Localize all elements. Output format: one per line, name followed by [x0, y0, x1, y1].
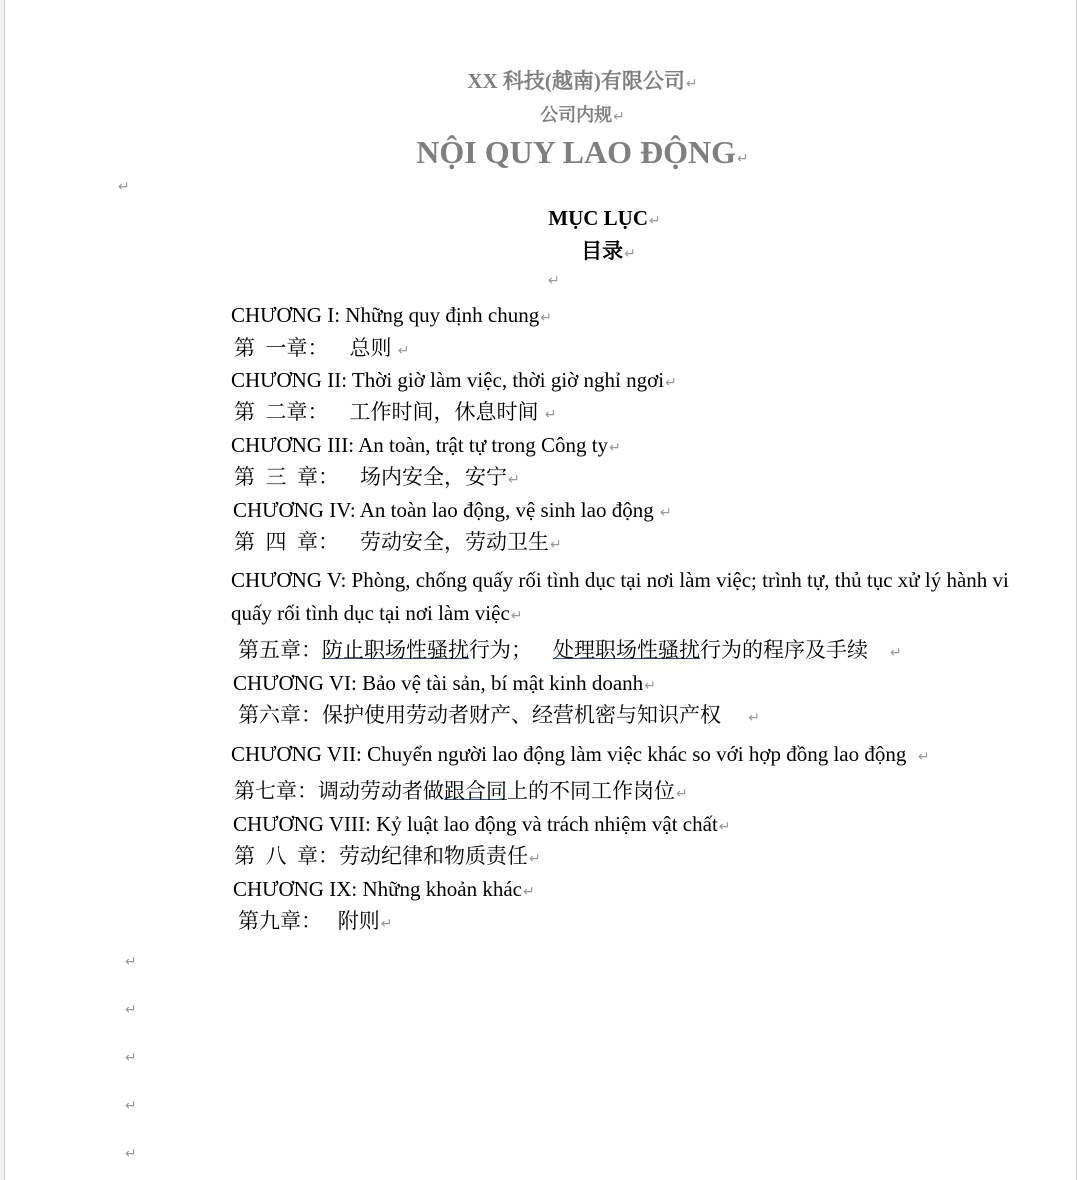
- paragraph-mark: ↵: [890, 645, 902, 661]
- empty-paragraph: [124, 1049, 137, 1067]
- paragraph-mark: ↵: [624, 246, 636, 262]
- toc-entry-9-zh: 第九章： 附则↵: [238, 909, 393, 933]
- paragraph-mark: ↵: [125, 1002, 137, 1018]
- paragraph-mark: ↵: [544, 407, 557, 423]
- paragraph-mark: ↵: [118, 179, 130, 195]
- toc-entry-3-zh: 第 三 章： 场内安全，安宁↵: [234, 465, 520, 489]
- paragraph-mark: ↵: [644, 678, 656, 694]
- empty-paragraph: [547, 272, 560, 290]
- toc-entry-2-vi: CHƯƠNG II: Thời giờ làm việc, thời giờ nghỉ ngơi↵: [231, 368, 677, 392]
- empty-paragraph: [124, 1001, 137, 1019]
- toc-entry-1-zh: 第 一章： 总则 ↵: [234, 336, 410, 360]
- document-page[interactable]: [4, 0, 1077, 1180]
- toc-entry-5-zh: 第五章：防止职场性骚扰行为； 处理职场性骚扰行为的程序及手续 ↵: [238, 638, 902, 662]
- toc-heading-vi: MỤC LỤC↵: [548, 206, 661, 230]
- empty-paragraph: [124, 1145, 137, 1163]
- toc-entry-7-vi: CHƯƠNG VII: Chuyển người lao động làm việc khác so với hợp đồng lao động ↵: [231, 742, 930, 766]
- underlined-term: 防止职场性骚扰: [322, 638, 469, 662]
- paragraph-mark: ↵: [613, 109, 625, 125]
- document-title: NỘI QUY LAO ĐỘNG↵: [416, 134, 749, 170]
- toc-entry-8-vi: CHƯƠNG VIII: Kỷ luật lao động và trách nhiệm vật chất↵: [233, 812, 731, 836]
- toc-entry-2-zh: 第 二章： 工作时间，休息时间 ↵: [234, 400, 557, 424]
- paragraph-mark: ↵: [736, 151, 749, 167]
- toc-entry-7-zh: 第七章：调动劳动者做跟合同上的不同工作岗位↵: [234, 779, 688, 803]
- paragraph-mark: ↵: [718, 819, 731, 835]
- paragraph-mark: ↵: [685, 76, 698, 92]
- empty-paragraph: [124, 953, 137, 971]
- paragraph-mark: ↵: [676, 786, 688, 802]
- company-name: XX 科技(越南)有限公司↵: [467, 69, 698, 93]
- paragraph-mark: ↵: [649, 213, 661, 229]
- internal-rules-label: 公司内规↵: [540, 105, 625, 125]
- paragraph-mark: ↵: [508, 472, 520, 488]
- toc-entry-4-zh: 第 四 章： 劳动安全，劳动卫生↵: [234, 530, 562, 554]
- paragraph-mark: ↵: [540, 310, 552, 326]
- underlined-term: 跟合同: [444, 779, 507, 803]
- toc-entry-4-vi: CHƯƠNG IV: An toàn lao động, vệ sinh lao động ↵: [233, 498, 672, 522]
- toc-entry-8-zh: 第 八 章：劳动纪律和物质责任↵: [234, 844, 541, 868]
- underlined-term: 处理职场性骚扰: [553, 638, 700, 662]
- paragraph-mark: ↵: [125, 1146, 137, 1162]
- toc-entry-6-zh: 第六章：保护使用劳动者财产、经营机密与知识产权 ↵: [238, 703, 760, 727]
- paragraph-mark: ↵: [665, 375, 677, 391]
- paragraph-mark: ↵: [397, 343, 410, 359]
- toc-heading-zh: 目录↵: [581, 239, 636, 263]
- paragraph-mark: ↵: [917, 749, 930, 765]
- paragraph-mark: ↵: [659, 505, 672, 521]
- paragraph-mark: ↵: [125, 954, 137, 970]
- paragraph-mark: ↵: [125, 1098, 137, 1114]
- paragraph-mark: ↵: [522, 884, 535, 900]
- paragraph-mark: ↵: [748, 710, 760, 726]
- paragraph-mark: ↵: [529, 851, 541, 867]
- paragraph-mark: ↵: [125, 1050, 137, 1066]
- paragraph-mark: ↵: [380, 916, 393, 932]
- empty-paragraph: [124, 1097, 137, 1115]
- paragraph-mark: ↵: [550, 537, 562, 553]
- toc-entry-3-vi: CHƯƠNG III: An toàn, trật tự trong Công ty↵: [231, 433, 621, 457]
- toc-entry-6-vi: CHƯƠNG VI: Bảo vệ tài sản, bí mật kinh doanh↵: [233, 671, 656, 695]
- paragraph-mark: ↵: [609, 440, 621, 456]
- paragraph-mark: ↵: [510, 608, 523, 624]
- toc-entry-1-vi: CHƯƠNG I: Những quy định chung↵: [231, 303, 552, 327]
- toc-entry-9-vi: CHƯƠNG IX: Những khoản khác↵: [233, 877, 535, 901]
- toc-entry-5-vi: CHƯƠNG V: Phòng, chống quấy rối tình dục tại nơi làm việc; trình tự, thủ tục xử lý hành vi quấy rối tình dục tại nơi làm việc↵: [231, 568, 1009, 625]
- empty-paragraph: [117, 178, 130, 196]
- paragraph-mark: ↵: [548, 273, 560, 289]
